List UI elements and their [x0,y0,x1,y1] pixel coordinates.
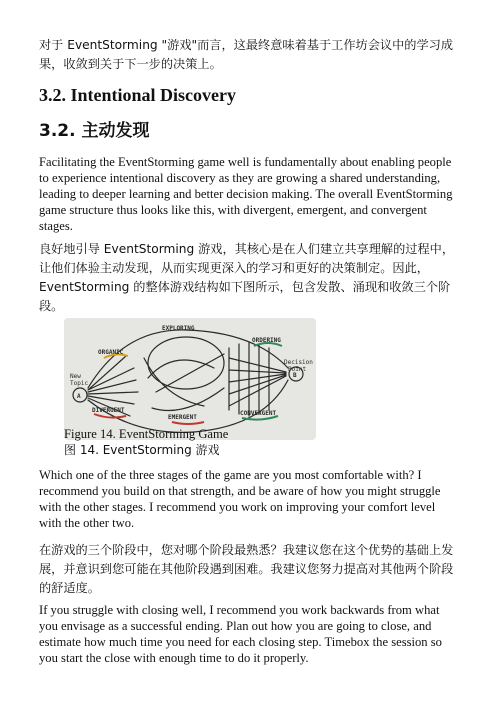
section-heading-en: 3.2. Intentional Discovery [39,85,236,105]
label-topic: Topic [70,380,89,387]
label-decision: Decision [284,359,313,366]
emergent-underline [172,422,204,424]
paragraph-1-en: Facilitating the EventStorming game well is fundamentally about enabling people to experience intentional discovery as they are growing a shared understanding, leading to deeper learning and better decision making. The overall EventStorming game structure thus looks like this, with divergent, emergent, and convergent stages. [39,155,453,233]
paragraph-2-en: Which one of the three stages of the game are you most comfortable with? I recommend you build on that strength, and be aware of how you might struggle with the other stages. I recommend you work on improving your comfort level with the other two. [39,468,441,530]
label-b: B [293,372,297,379]
eventstorming-sketch [64,318,316,440]
label-point: Point [288,366,307,373]
label-exploring: EXPLORING [162,325,195,332]
label-organic: ORGANIC [98,349,124,356]
label-convergent: CONVERGENT [240,410,277,417]
intro-paragraph-cn: 对于 EventStorming "游戏"而言，这最终意味着基于工作坊会议中的学习成果，收敛到关于下一步的决策上。 [39,38,454,71]
label-ordering: ORDERING [252,337,281,344]
section-heading-cn: 3.2. 主动发现 [39,121,150,141]
paragraph-3-en: If you struggle with closing well, I recommend you work backwards from what you envisage as a successful ending. Plan out how you are going to close, and estimate how much time you need for each closing step. Timebox the session so you start the close with enough time to do it properly. [39,603,442,665]
label-emergent: EMERGENT [168,414,197,421]
figure-caption-en: Figure 14. EventStorming Game [64,427,229,441]
figure-caption-cn: 图 14. EventStorming 游戏 [64,443,220,457]
eventstorming-game-figure [64,318,316,440]
paragraph-2-cn: 在游戏的三个阶段中，您对哪个阶段最熟悉？我建议您在这个优势的基础上发展，并意识到您可能在其他阶段遇到困难。我建议您努力提高对其他两个阶段的舒适度。 [39,543,454,595]
label-a: A [77,393,81,400]
label-new: New [70,373,81,380]
label-divergent: DIVERGENT [92,407,125,414]
convergent-arrows [229,358,286,406]
paragraph-1-cn: 良好地引导 EventStorming 游戏，其核心是在人们建立共享理解的过程中，让他们体验主动发现，从而实现更深入的学习和更好的决策制定。因此，EventStorming 的整体游戏结构如下图所示，包含发散、涌现和收敛三个阶段。 [39,242,455,313]
